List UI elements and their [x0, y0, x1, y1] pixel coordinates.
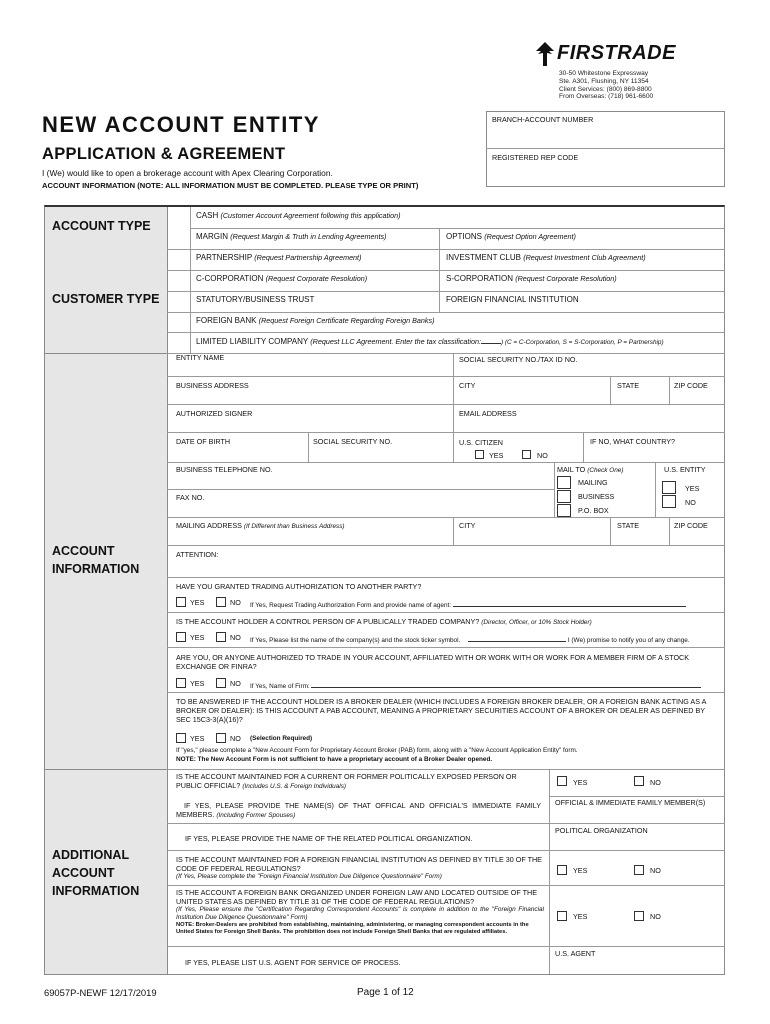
option-statutory-trust[interactable] — [196, 295, 314, 304]
us-agent-label: U.S. AGENT — [555, 949, 596, 958]
pab-note: If "yes," please complete a "New Account Form for Proprietary Account Broker (PAB) form, along with a "New Account Application Entity" form. — [176, 747, 578, 754]
business-address-input[interactable] — [170, 391, 450, 403]
intro-text: I (We) would like to open a brokerage account with Apex Clearing Corporation. — [42, 168, 333, 178]
pep-no-checkbox[interactable] — [634, 776, 644, 786]
q2-no-checkbox[interactable] — [216, 632, 226, 642]
ssn-tax-id-input[interactable] — [456, 365, 722, 375]
us-citizen-no-checkbox[interactable] — [522, 450, 531, 459]
option-llc[interactable] — [196, 336, 664, 347]
ffi-yes-checkbox[interactable] — [557, 865, 567, 875]
q1-no-checkbox[interactable] — [216, 597, 226, 607]
us-citizen-label: U.S. CITIZEN — [459, 438, 503, 447]
q3-if-yes-note — [250, 680, 701, 691]
no-label: NO — [230, 679, 241, 688]
entity-name-input[interactable] — [170, 364, 450, 375]
option-note: (Request Investment Club Agreement) — [523, 253, 646, 262]
q4-no-checkbox[interactable] — [216, 733, 226, 743]
company-ticker-input[interactable] — [468, 634, 566, 642]
attention-input[interactable] — [220, 551, 720, 571]
option-partnership[interactable] — [196, 253, 361, 262]
option-label: C-CORPORATION — [196, 274, 264, 283]
mail-to-mailing-checkbox[interactable] — [557, 476, 571, 489]
option-note: ) (C = C-Corporation, S = S-Corporation, P = Partnership) — [501, 339, 664, 346]
email-input[interactable] — [456, 419, 722, 431]
zip-label: ZIP CODE — [674, 381, 708, 390]
us-entity-no-checkbox[interactable] — [662, 495, 676, 508]
yes-label: YES — [190, 734, 205, 743]
option-foreign-financial-institution[interactable] — [446, 295, 579, 304]
q2-if-yes-note — [250, 634, 690, 645]
llc-tax-class-input[interactable] — [481, 336, 501, 344]
us-agent-question: IF YES, PLEASE LIST U.S. AGENT FOR SERVICE OF PROCESS. — [185, 958, 401, 967]
political-org-question: IF YES, PLEASE PROVIDE THE NAME OF THE RELATED POLITICAL ORGANIZATION. — [185, 834, 473, 843]
fax-label: FAX NO. — [176, 493, 205, 502]
control-person-question — [176, 617, 592, 627]
yes-label: YES — [190, 679, 205, 688]
address-line: From Overseas: (718) 961-6600 — [559, 93, 654, 101]
ffi-note: (If Yes, Please complete the "Foreign Financial Institution Due Diligence Questionnaire" Form) — [176, 873, 442, 880]
us-entity-label: U.S. ENTITY — [664, 465, 706, 474]
option-options[interactable] — [446, 232, 576, 241]
section-account-type: ACCOUNT TYPE — [52, 219, 151, 233]
option-c-corporation[interactable] — [196, 274, 367, 283]
us-agent-input[interactable] — [552, 959, 722, 972]
mail-to-po-box-checkbox[interactable] — [557, 504, 571, 517]
section-heading-line: INFORMATION — [52, 562, 140, 576]
q2-yes-checkbox[interactable] — [176, 632, 186, 642]
pab-warning: NOTE: The New Account Form is not sufficient to have a proprietary account of a Broker Dealer opened. — [176, 756, 493, 763]
brand-logo — [530, 40, 676, 68]
ffi-no-checkbox[interactable] — [634, 865, 644, 875]
pep-names-question — [176, 801, 541, 820]
political-org-label: POLITICAL ORGANIZATION — [555, 826, 648, 835]
mailing-label: MAILING — [578, 478, 608, 487]
business-label: BUSINESS — [578, 492, 615, 501]
official-family-label: OFFICIAL & IMMEDIATE FAMILY MEMBER(S) — [555, 798, 706, 807]
option-note: (Request LLC Agreement. Enter the tax classification: — [310, 337, 481, 346]
pab-account-question: TO BE ANSWERED IF THE ACCOUNT HOLDER IS A BROKER DEALER (WHICH INCLUDES A FOREIGN BROKER DEALER, OR A FOREIGN BANK ACTING AS A BROKER OR DEALER): IS THIS ACCOUNT A PAB ACCOUNT, MEANING A PROPRIETARY SECURITIES ACCOUNT OF A BROKER OR DEALER AS DEFINED BY SEC 15C3-3(A)(16)? — [176, 697, 706, 724]
ssn-tax-id-label: SOCIAL SECURITY NO./TAX ID NO. — [459, 355, 578, 364]
entity-name-label: ENTITY NAME — [176, 353, 225, 362]
address-line: Ste. A301, Flushing, NY 11354 — [559, 77, 649, 85]
section-customer-type: CUSTOMER TYPE — [52, 292, 160, 306]
option-note: (Request Foreign Certificate Regarding Foreign Banks) — [258, 316, 435, 325]
address-line: 30-50 Whitestone Expressway — [559, 70, 649, 77]
check-one-note: (Check One) — [587, 467, 624, 474]
authorized-signer-label: AUTHORIZED SIGNER — [176, 409, 253, 418]
option-label: CASH — [196, 211, 219, 220]
control-person-note: (Director, Officer, or 10% Stock Holder) — [481, 619, 592, 626]
business-phone-input[interactable] — [170, 475, 550, 488]
no-label: NO — [537, 451, 548, 460]
yes-label: YES — [573, 778, 588, 787]
section-heading-line: ACCOUNT — [52, 866, 115, 880]
pep-text: IS THE ACCOUNT MAINTAINED FOR A CURRENT OR FORMER POLITICALLY EXPOSED PERSON OR PUBLIC OFFICIAL? — [176, 772, 517, 790]
firm-address — [559, 70, 653, 101]
option-note: (Customer Account Agreement following this application) — [220, 211, 401, 220]
q1-if-yes-text: If Yes, Request Trading Authorization Form and provide name of agent: — [250, 602, 452, 609]
finra-affiliation-question: ARE YOU, OR ANYONE AUTHORIZED TO TRADE IN YOUR ACCOUNT, AFFILIATED WITH OR WORK WITH OR WORK FOR A MEMBER FIRM OF A STOCK EXCHANGE OR FINRA? — [176, 653, 690, 671]
option-note: (Request Margin & Truth in Lending Agreements) — [230, 232, 387, 241]
brand-name: FIRSTRADE — [557, 42, 676, 64]
city-label: CITY — [459, 381, 476, 390]
pep-names-note: (Including Former Spouses) — [216, 812, 296, 819]
section-heading-line: ACCOUNT — [52, 544, 115, 558]
ssn-label: SOCIAL SECURITY NO. — [313, 437, 393, 446]
fb-note: (If Yes, Please ensure the "Certification Regarding Correspondent Accounts" is complete in addition to the "Foreign Financial Institution Due Diligence Questionnaire" Form) — [176, 906, 544, 921]
email-label: EMAIL ADDRESS — [459, 409, 517, 418]
po-box-label: P.O. BOX — [578, 506, 609, 515]
option-label: INVESTMENT CLUB — [446, 253, 521, 262]
mail-to-label — [557, 465, 623, 475]
form-subtitle: APPLICATION & AGREEMENT — [42, 145, 286, 163]
section-additional-info — [52, 846, 139, 900]
us-citizen-yes-checkbox[interactable] — [475, 450, 484, 459]
no-label: NO — [650, 912, 661, 921]
fb-text: IS THE ACCOUNT A FOREIGN BANK ORGANIZED UNDER FOREIGN LAW AND LOCATED OUTSIDE OF THE UNITED STATES AS DEFINED BY TITLE 31 OF THE CODE OF FEDERAL REGULATIONS? — [176, 888, 538, 906]
branch-account-number-field[interactable] — [487, 126, 724, 147]
fb-shell-bank-note: NOTE: Broker-Dealers are prohibited from establishing, maintaining, administering, or managing correspondent accounts in the United States for Foreign Shell Banks. The prohibition does not include Foreign Shell Banks that are regulated affiliates. — [176, 922, 529, 936]
mail-to-text: MAIL TO — [557, 465, 586, 474]
no-label: NO — [230, 734, 241, 743]
section-account-information — [52, 542, 139, 578]
business-phone-label: BUSINESS TELEPHONE NO. — [176, 465, 273, 474]
pep-note: (Includes U.S. & Foreign Individuals) — [242, 783, 347, 790]
official-family-input[interactable] — [552, 809, 722, 822]
fax-input[interactable] — [170, 503, 550, 516]
mail-to-business-checkbox[interactable] — [557, 490, 571, 503]
option-foreign-bank[interactable] — [196, 316, 434, 325]
form-id: 69057P-NEWF 12/17/2019 — [44, 987, 157, 998]
q2-promise-text: I (We) promise to notify you of any change. — [567, 637, 690, 644]
yes-label: YES — [573, 912, 588, 921]
option-note: (Request Corporate Resolution) — [515, 274, 617, 283]
form-title: NEW ACCOUNT ENTITY — [42, 112, 320, 137]
pep-question — [176, 772, 544, 791]
no-label: NO — [685, 498, 696, 507]
q3-yes-checkbox[interactable] — [176, 678, 186, 688]
authorized-signer-input[interactable] — [170, 419, 450, 431]
state-label: STATE — [617, 381, 640, 390]
no-label: NO — [650, 778, 661, 787]
registered-rep-code-field[interactable] — [487, 164, 724, 186]
account-info-note: ACCOUNT INFORMATION (NOTE: ALL INFORMATION MUST BE COMPLETED. PLEASE TYPE OR PRINT) — [42, 181, 419, 190]
option-label: STATUTORY/BUSINESS TRUST — [196, 295, 315, 304]
selection-required-note: (Selection Required) — [250, 735, 313, 742]
q1-if-yes-note — [250, 599, 686, 610]
option-label: S-CORPORATION — [446, 274, 513, 283]
zip-label: ZIP CODE — [674, 521, 708, 530]
yes-label: YES — [489, 451, 504, 460]
q1-yes-checkbox[interactable] — [176, 597, 186, 607]
option-label: FOREIGN FINANCIAL INSTITUTION — [446, 295, 579, 304]
firm-name-input[interactable] — [311, 680, 701, 688]
attention-label: ATTENTION: — [176, 550, 219, 559]
yes-label: YES — [685, 484, 700, 493]
q2-if-yes-text: If Yes, Please list the name of the company(s) and the stock ticker symbol. — [250, 637, 461, 644]
no-label: NO — [230, 633, 241, 642]
no-label: NO — [230, 598, 241, 607]
mailing-address-label — [176, 521, 345, 531]
firstrade-logo-icon — [532, 41, 558, 67]
ffi-text: IS THE ACCOUNT MAINTAINED FOR A FOREIGN FINANCIAL INSTITUTION AS DEFINED BY TITLE 30 OF THE CODE OF FEDERAL REGULATIONS? — [176, 855, 542, 873]
no-label: NO — [650, 866, 661, 875]
option-investment-club[interactable] — [446, 253, 646, 262]
fb-no-checkbox[interactable] — [634, 911, 644, 921]
control-person-text: IS THE ACCOUNT HOLDER A CONTROL PERSON OF A PUBLICALLY TRADED COMPANY? — [176, 617, 480, 626]
option-cash[interactable] — [196, 211, 401, 220]
section-heading-line: ADDITIONAL — [52, 848, 130, 862]
option-label: OPTIONS — [446, 232, 483, 241]
registered-rep-code-label: REGISTERED REP CODE — [492, 153, 579, 162]
mailing-address-text: MAILING ADDRESS — [176, 521, 242, 530]
state-label: STATE — [617, 521, 640, 530]
option-label: MARGIN — [196, 232, 228, 241]
yes-label: YES — [190, 633, 205, 642]
dob-label: DATE OF BIRTH — [176, 437, 231, 446]
city-label: CITY — [459, 521, 476, 530]
q3-no-checkbox[interactable] — [216, 678, 226, 688]
option-note: (Request Partnership Agreement) — [254, 253, 362, 262]
page-number: Page 1 of 12 — [357, 987, 414, 998]
yes-label: YES — [190, 598, 205, 607]
mailing-address-note: (If Different than Business Address) — [243, 523, 345, 530]
if-no-country-label: IF NO, WHAT COUNTRY? — [590, 437, 676, 446]
option-label: FOREIGN BANK — [196, 316, 257, 325]
option-label: PARTNERSHIP — [196, 253, 253, 262]
address-line: Client Services: (800) 869-8800 — [559, 85, 652, 93]
foreign-bank-question — [176, 888, 544, 937]
option-s-corporation[interactable] — [446, 274, 617, 283]
pep-names-text: IF YES, PLEASE PROVIDE THE NAME(S) OF THAT OFFICAL AND OFFICIAL'S IMMEDIATE FAMILY MEMBERS. — [176, 801, 541, 819]
option-label: LIMITED LIABILITY COMPANY — [196, 337, 309, 346]
q3-if-yes-text: If Yes, Name of Firm: — [250, 683, 310, 690]
fb-yes-checkbox[interactable] — [557, 911, 567, 921]
us-entity-yes-checkbox[interactable] — [662, 481, 676, 494]
branch-account-number-label: BRANCH-ACCOUNT NUMBER — [492, 115, 594, 124]
political-org-input[interactable] — [552, 836, 722, 849]
option-note: (Request Option Agreement) — [484, 232, 576, 241]
option-margin[interactable] — [196, 232, 386, 241]
section-heading-line: INFORMATION — [52, 884, 140, 898]
trading-authorization-question: HAVE YOU GRANTED TRADING AUTHORIZATION TO ANOTHER PARTY? — [176, 582, 422, 591]
yes-label: YES — [573, 866, 588, 875]
business-address-label: BUSINESS ADDRESS — [176, 381, 249, 390]
agent-name-input[interactable] — [453, 599, 686, 607]
ffi-question — [176, 855, 546, 881]
pep-yes-checkbox[interactable] — [557, 776, 567, 786]
option-note: (Request Corporate Resolution) — [265, 274, 368, 283]
q4-yes-checkbox[interactable] — [176, 733, 186, 743]
